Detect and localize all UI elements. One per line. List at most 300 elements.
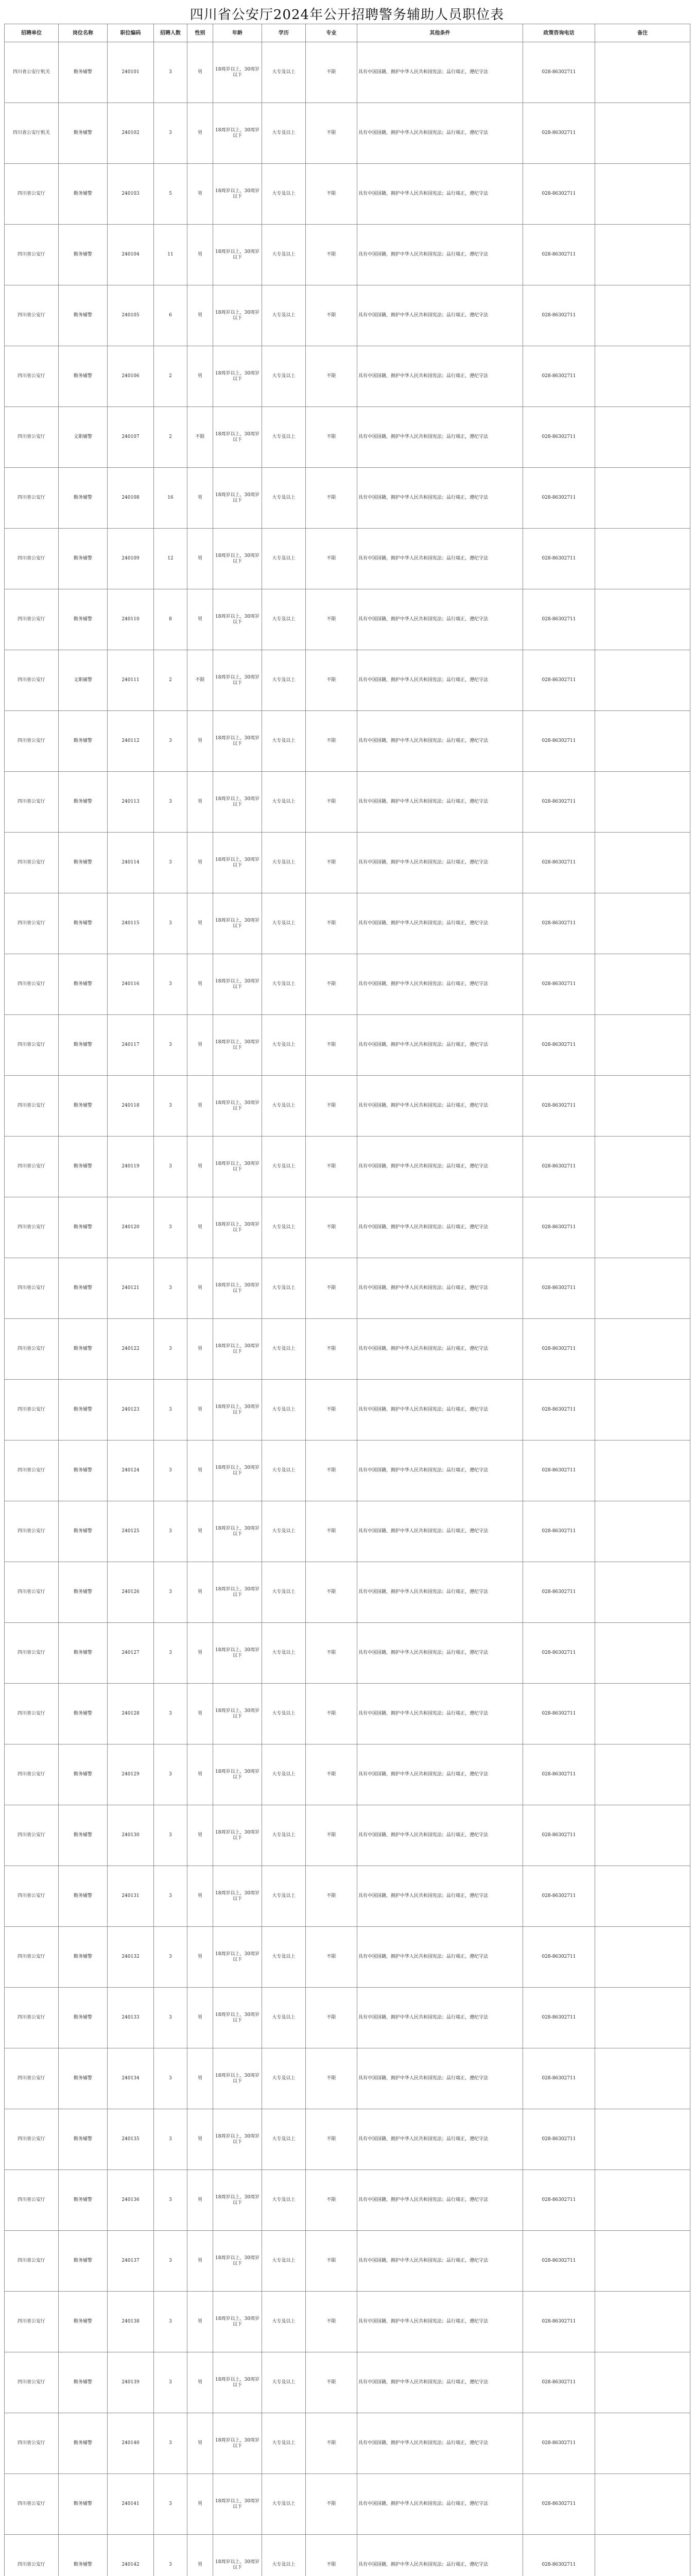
table-row	[5, 1076, 690, 1137]
cell-unit: 四川省公安厅	[5, 1744, 59, 1805]
cell-age: 18周岁以上，30周岁以下	[213, 1562, 262, 1623]
cell-unit: 四川省公安厅	[5, 711, 59, 772]
cell-code: 240139	[108, 2352, 154, 2413]
cell-note	[595, 1137, 690, 1197]
cell-num: 3	[154, 1258, 187, 1319]
cell-sex: 男	[187, 1137, 213, 1197]
cell-age: 18周岁以上，30周岁以下	[213, 1197, 262, 1258]
cell-note	[595, 1805, 690, 1866]
cell-sex: 男	[187, 103, 213, 164]
cell-major: 不限	[306, 164, 357, 225]
cell-code: 240118	[108, 1076, 154, 1137]
cell-num: 3	[154, 833, 187, 893]
cell-tel: 028-86302711	[523, 2170, 595, 2231]
table-row	[5, 1744, 690, 1805]
cell-note	[595, 164, 690, 225]
table-row	[5, 529, 690, 589]
table-row	[5, 2535, 690, 2576]
cell-tel: 028-86302711	[523, 1562, 595, 1623]
cell-req: 具有中国国籍，拥护中华人民共和国宪法；品行端正，遵纪守法	[357, 650, 523, 711]
cell-major: 不限	[306, 1744, 357, 1805]
cell-unit: 四川省公安厅	[5, 1076, 59, 1137]
cell-code: 240125	[108, 1501, 154, 1562]
table-row	[5, 164, 690, 225]
cell-edu: 大专及以上	[262, 225, 306, 285]
cell-edu: 大专及以上	[262, 2109, 306, 2170]
cell-req: 具有中国国籍，拥护中华人民共和国宪法；品行端正，遵纪守法	[357, 468, 523, 529]
cell-age: 18周岁以上，30周岁以下	[213, 1015, 262, 1076]
cell-major: 不限	[306, 285, 357, 346]
cell-req: 具有中国国籍，拥护中华人民共和国宪法；品行端正，遵纪守法	[357, 772, 523, 833]
table-row	[5, 1015, 690, 1076]
cell-major: 不限	[306, 2352, 357, 2413]
cell-tel: 028-86302711	[523, 1988, 595, 2048]
cell-age: 18周岁以上，30周岁以下	[213, 407, 262, 468]
cell-edu: 大专及以上	[262, 1258, 306, 1319]
table-row	[5, 1562, 690, 1623]
cell-unit: 四川省公安厅	[5, 407, 59, 468]
cell-req: 具有中国国籍，拥护中华人民共和国宪法；品行端正，遵纪守法	[357, 1137, 523, 1197]
cell-sex: 男	[187, 1076, 213, 1137]
cell-sex: 男	[187, 2413, 213, 2474]
cell-note	[595, 893, 690, 954]
cell-tel: 028-86302711	[523, 772, 595, 833]
cell-tel: 028-86302711	[523, 285, 595, 346]
cell-num: 6	[154, 285, 187, 346]
cell-edu: 大专及以上	[262, 529, 306, 589]
cell-tel: 028-86302711	[523, 2292, 595, 2352]
cell-major: 不限	[306, 1380, 357, 1440]
cell-post: 勤务辅警	[59, 1015, 108, 1076]
cell-edu: 大专及以上	[262, 42, 306, 103]
cell-major: 不限	[306, 1076, 357, 1137]
cell-major: 不限	[306, 2413, 357, 2474]
cell-note	[595, 833, 690, 893]
cell-sex: 男	[187, 1988, 213, 2048]
table-row	[5, 772, 690, 833]
cell-age: 18周岁以上，30周岁以下	[213, 285, 262, 346]
cell-sex: 男	[187, 711, 213, 772]
cell-code: 240106	[108, 346, 154, 407]
cell-note	[595, 1684, 690, 1744]
column-header: 学历	[262, 24, 306, 42]
cell-age: 18周岁以上，30周岁以下	[213, 1501, 262, 1562]
cell-note	[595, 346, 690, 407]
cell-major: 不限	[306, 1501, 357, 1562]
cell-note	[595, 1866, 690, 1927]
cell-code: 240128	[108, 1684, 154, 1744]
cell-age: 18周岁以上，30周岁以下	[213, 2352, 262, 2413]
cell-sex: 男	[187, 1258, 213, 1319]
cell-post: 勤务辅警	[59, 225, 108, 285]
column-header: 职位编码	[108, 24, 154, 42]
cell-sex: 男	[187, 1197, 213, 1258]
cell-unit: 四川省公安厅机关	[5, 42, 59, 103]
cell-tel: 028-86302711	[523, 954, 595, 1015]
cell-age: 18周岁以上，30周岁以下	[213, 529, 262, 589]
cell-age: 18周岁以上，30周岁以下	[213, 1258, 262, 1319]
cell-code: 240135	[108, 2109, 154, 2170]
cell-tel: 028-86302711	[523, 1684, 595, 1744]
cell-note	[595, 2352, 690, 2413]
cell-age: 18周岁以上，30周岁以下	[213, 2048, 262, 2109]
cell-edu: 大专及以上	[262, 164, 306, 225]
column-header: 性别	[187, 24, 213, 42]
cell-note	[595, 772, 690, 833]
cell-post: 勤务辅警	[59, 1380, 108, 1440]
cell-sex: 男	[187, 468, 213, 529]
cell-num: 3	[154, 1866, 187, 1927]
cell-post: 勤务辅警	[59, 164, 108, 225]
table-row	[5, 2352, 690, 2413]
cell-code: 240103	[108, 164, 154, 225]
table-row	[5, 225, 690, 285]
cell-major: 不限	[306, 1805, 357, 1866]
cell-note	[595, 2231, 690, 2292]
cell-post: 勤务辅警	[59, 589, 108, 650]
cell-num: 3	[154, 1137, 187, 1197]
table-row	[5, 589, 690, 650]
table-row	[5, 893, 690, 954]
cell-age: 18周岁以上，30周岁以下	[213, 1988, 262, 2048]
cell-post: 勤务辅警	[59, 2474, 108, 2535]
cell-age: 18周岁以上，30周岁以下	[213, 711, 262, 772]
cell-age: 18周岁以上，30周岁以下	[213, 1866, 262, 1927]
cell-unit: 四川省公安厅	[5, 833, 59, 893]
cell-code: 240111	[108, 650, 154, 711]
table-row	[5, 346, 690, 407]
table-row	[5, 1805, 690, 1866]
cell-edu: 大专及以上	[262, 103, 306, 164]
table-row	[5, 1623, 690, 1684]
cell-code: 240107	[108, 407, 154, 468]
cell-tel: 028-86302711	[523, 1015, 595, 1076]
cell-edu: 大专及以上	[262, 2535, 306, 2576]
cell-tel: 028-86302711	[523, 468, 595, 529]
cell-unit: 四川省公安厅	[5, 346, 59, 407]
cell-code: 240131	[108, 1866, 154, 1927]
cell-note	[595, 1076, 690, 1137]
cell-post: 勤务辅警	[59, 2048, 108, 2109]
cell-age: 18周岁以上，30周岁以下	[213, 1440, 262, 1501]
cell-req: 具有中国国籍，拥护中华人民共和国宪法；品行端正，遵纪守法	[357, 2474, 523, 2535]
cell-edu: 大专及以上	[262, 2231, 306, 2292]
cell-post: 勤务辅警	[59, 2535, 108, 2576]
cell-tel: 028-86302711	[523, 1927, 595, 1988]
cell-unit: 四川省公安厅	[5, 1501, 59, 1562]
cell-note	[595, 1927, 690, 1988]
cell-code: 240104	[108, 225, 154, 285]
cell-tel: 028-86302711	[523, 1076, 595, 1137]
table-row	[5, 1258, 690, 1319]
cell-unit: 四川省公安厅	[5, 1684, 59, 1744]
cell-sex: 男	[187, 2292, 213, 2352]
cell-sex: 男	[187, 1684, 213, 1744]
cell-sex: 男	[187, 1501, 213, 1562]
cell-code: 240105	[108, 285, 154, 346]
cell-unit: 四川省公安厅	[5, 2109, 59, 2170]
cell-edu: 大专及以上	[262, 468, 306, 529]
table-row	[5, 1319, 690, 1380]
cell-age: 18周岁以上，30周岁以下	[213, 772, 262, 833]
cell-num: 16	[154, 468, 187, 529]
cell-req: 具有中国国籍，拥护中华人民共和国宪法；品行端正，遵纪守法	[357, 2535, 523, 2576]
cell-post: 勤务辅警	[59, 529, 108, 589]
cell-req: 具有中国国籍，拥护中华人民共和国宪法；品行端正，遵纪守法	[357, 2292, 523, 2352]
cell-unit: 四川省公安厅	[5, 1562, 59, 1623]
cell-tel: 028-86302711	[523, 1319, 595, 1380]
positions-table	[4, 24, 690, 2576]
cell-sex: 男	[187, 772, 213, 833]
cell-unit: 四川省公安厅	[5, 225, 59, 285]
cell-edu: 大专及以上	[262, 2170, 306, 2231]
table-row	[5, 468, 690, 529]
cell-major: 不限	[306, 42, 357, 103]
cell-tel: 028-86302711	[523, 833, 595, 893]
cell-major: 不限	[306, 2535, 357, 2576]
cell-code: 240126	[108, 1562, 154, 1623]
cell-tel: 028-86302711	[523, 164, 595, 225]
cell-tel: 028-86302711	[523, 1137, 595, 1197]
cell-unit: 四川省公安厅	[5, 650, 59, 711]
cell-major: 不限	[306, 2292, 357, 2352]
cell-num: 3	[154, 2231, 187, 2292]
cell-num: 3	[154, 103, 187, 164]
table-row	[5, 1684, 690, 1744]
cell-req: 具有中国国籍，拥护中华人民共和国宪法；品行端正，遵纪守法	[357, 1927, 523, 1988]
cell-note	[595, 1440, 690, 1501]
cell-req: 具有中国国籍，拥护中华人民共和国宪法；品行端正，遵纪守法	[357, 346, 523, 407]
cell-post: 勤务辅警	[59, 1744, 108, 1805]
cell-note	[595, 1015, 690, 1076]
cell-req: 具有中国国籍，拥护中华人民共和国宪法；品行端正，遵纪守法	[357, 711, 523, 772]
cell-tel: 028-86302711	[523, 2413, 595, 2474]
table-row	[5, 1927, 690, 1988]
cell-note	[595, 2413, 690, 2474]
cell-sex: 男	[187, 2048, 213, 2109]
cell-sex: 男	[187, 1805, 213, 1866]
cell-sex: 男	[187, 2352, 213, 2413]
cell-major: 不限	[306, 2048, 357, 2109]
cell-code: 240102	[108, 103, 154, 164]
cell-age: 18周岁以上，30周岁以下	[213, 2474, 262, 2535]
table-body	[5, 42, 690, 2576]
cell-sex: 男	[187, 1319, 213, 1380]
cell-unit: 四川省公安厅	[5, 954, 59, 1015]
cell-age: 18周岁以上，30周岁以下	[213, 650, 262, 711]
cell-code: 240142	[108, 2535, 154, 2576]
cell-major: 不限	[306, 2474, 357, 2535]
cell-unit: 四川省公安厅	[5, 1258, 59, 1319]
cell-unit: 四川省公安厅	[5, 2352, 59, 2413]
cell-post: 勤务辅警	[59, 1501, 108, 1562]
cell-tel: 028-86302711	[523, 1197, 595, 1258]
table-row	[5, 1988, 690, 2048]
cell-num: 3	[154, 1562, 187, 1623]
cell-num: 3	[154, 1805, 187, 1866]
cell-age: 18周岁以上，30周岁以下	[213, 103, 262, 164]
cell-major: 不限	[306, 1440, 357, 1501]
cell-edu: 大专及以上	[262, 1501, 306, 1562]
cell-tel: 028-86302711	[523, 2474, 595, 2535]
column-header: 其他条件	[357, 24, 523, 42]
cell-sex: 男	[187, 1744, 213, 1805]
cell-num: 3	[154, 1440, 187, 1501]
cell-post: 勤务辅警	[59, 772, 108, 833]
cell-major: 不限	[306, 772, 357, 833]
cell-req: 具有中国国籍，拥护中华人民共和国宪法；品行端正，遵纪守法	[357, 2170, 523, 2231]
cell-code: 240132	[108, 1927, 154, 1988]
cell-major: 不限	[306, 1866, 357, 1927]
cell-note	[595, 407, 690, 468]
table-row	[5, 1137, 690, 1197]
cell-post: 勤务辅警	[59, 2170, 108, 2231]
cell-sex: 男	[187, 589, 213, 650]
cell-sex: 男	[187, 225, 213, 285]
column-header: 备注	[595, 24, 690, 42]
cell-tel: 028-86302711	[523, 1501, 595, 1562]
cell-code: 240123	[108, 1380, 154, 1440]
cell-note	[595, 103, 690, 164]
cell-unit: 四川省公安厅	[5, 1805, 59, 1866]
table-row	[5, 2413, 690, 2474]
cell-note	[595, 1623, 690, 1684]
cell-sex: 男	[187, 1623, 213, 1684]
cell-post: 勤务辅警	[59, 42, 108, 103]
cell-post: 勤务辅警	[59, 1988, 108, 2048]
cell-edu: 大专及以上	[262, 1623, 306, 1684]
cell-unit: 四川省公安厅	[5, 2048, 59, 2109]
cell-sex: 不限	[187, 650, 213, 711]
cell-post: 文职辅警	[59, 650, 108, 711]
cell-note	[595, 468, 690, 529]
cell-edu: 大专及以上	[262, 833, 306, 893]
cell-age: 18周岁以上，30周岁以下	[213, 468, 262, 529]
cell-age: 18周岁以上，30周岁以下	[213, 833, 262, 893]
cell-unit: 四川省公安厅	[5, 2413, 59, 2474]
cell-major: 不限	[306, 407, 357, 468]
cell-req: 具有中国国籍，拥护中华人民共和国宪法；品行端正，遵纪守法	[357, 529, 523, 589]
cell-unit: 四川省公安厅	[5, 1440, 59, 1501]
cell-age: 18周岁以上，30周岁以下	[213, 1744, 262, 1805]
cell-req: 具有中国国籍，拥护中华人民共和国宪法；品行端正，遵纪守法	[357, 2413, 523, 2474]
cell-sex: 男	[187, 529, 213, 589]
cell-code: 240109	[108, 529, 154, 589]
table-row	[5, 407, 690, 468]
cell-post: 勤务辅警	[59, 103, 108, 164]
cell-unit: 四川省公安厅	[5, 1927, 59, 1988]
cell-num: 3	[154, 2413, 187, 2474]
cell-unit: 四川省公安厅	[5, 2292, 59, 2352]
cell-note	[595, 529, 690, 589]
cell-num: 3	[154, 1015, 187, 1076]
cell-note	[595, 42, 690, 103]
cell-major: 不限	[306, 346, 357, 407]
cell-edu: 大专及以上	[262, 1866, 306, 1927]
cell-sex: 男	[187, 1015, 213, 1076]
cell-major: 不限	[306, 1319, 357, 1380]
cell-unit: 四川省公安厅	[5, 1015, 59, 1076]
cell-unit: 四川省公安厅	[5, 164, 59, 225]
cell-tel: 028-86302711	[523, 225, 595, 285]
cell-post: 勤务辅警	[59, 285, 108, 346]
cell-post: 勤务辅警	[59, 1440, 108, 1501]
cell-note	[595, 954, 690, 1015]
cell-num: 5	[154, 164, 187, 225]
cell-req: 具有中国国籍，拥护中华人民共和国宪法；品行端正，遵纪守法	[357, 2231, 523, 2292]
cell-major: 不限	[306, 468, 357, 529]
cell-code: 240114	[108, 833, 154, 893]
cell-age: 18周岁以上，30周岁以下	[213, 1623, 262, 1684]
cell-sex: 男	[187, 346, 213, 407]
cell-major: 不限	[306, 2231, 357, 2292]
cell-major: 不限	[306, 103, 357, 164]
cell-edu: 大专及以上	[262, 1988, 306, 2048]
cell-edu: 大专及以上	[262, 1684, 306, 1744]
cell-req: 具有中国国籍，拥护中华人民共和国宪法；品行端正，遵纪守法	[357, 103, 523, 164]
cell-edu: 大专及以上	[262, 954, 306, 1015]
cell-code: 240108	[108, 468, 154, 529]
cell-post: 勤务辅警	[59, 1927, 108, 1988]
cell-sex: 男	[187, 285, 213, 346]
cell-edu: 大专及以上	[262, 2048, 306, 2109]
cell-sex: 男	[187, 1440, 213, 1501]
cell-code: 240134	[108, 2048, 154, 2109]
cell-req: 具有中国国籍，拥护中华人民共和国宪法；品行端正，遵纪守法	[357, 954, 523, 1015]
cell-post: 勤务辅警	[59, 2109, 108, 2170]
cell-num: 2	[154, 346, 187, 407]
cell-unit: 四川省公安厅	[5, 1137, 59, 1197]
cell-age: 18周岁以上，30周岁以下	[213, 225, 262, 285]
cell-age: 18周岁以上，30周岁以下	[213, 1805, 262, 1866]
cell-req: 具有中国国籍，拥护中华人民共和国宪法；品行端正，遵纪守法	[357, 1805, 523, 1866]
cell-num: 2	[154, 650, 187, 711]
cell-note	[595, 1988, 690, 2048]
cell-edu: 大专及以上	[262, 589, 306, 650]
cell-age: 18周岁以上，30周岁以下	[213, 2535, 262, 2576]
cell-unit: 四川省公安厅	[5, 2535, 59, 2576]
cell-num: 3	[154, 2352, 187, 2413]
cell-code: 240120	[108, 1197, 154, 1258]
cell-num: 3	[154, 2048, 187, 2109]
cell-edu: 大专及以上	[262, 1137, 306, 1197]
cell-tel: 028-86302711	[523, 42, 595, 103]
table-row	[5, 2474, 690, 2535]
cell-unit: 四川省公安厅	[5, 1197, 59, 1258]
cell-major: 不限	[306, 529, 357, 589]
cell-req: 具有中国国籍，拥护中华人民共和国宪法；品行端正，遵纪守法	[357, 2109, 523, 2170]
cell-code: 240130	[108, 1805, 154, 1866]
cell-post: 勤务辅警	[59, 1562, 108, 1623]
cell-num: 3	[154, 893, 187, 954]
cell-code: 240124	[108, 1440, 154, 1501]
cell-tel: 028-86302711	[523, 1805, 595, 1866]
cell-num: 3	[154, 1197, 187, 1258]
cell-post: 勤务辅警	[59, 833, 108, 893]
column-header: 岗位名称	[59, 24, 108, 42]
cell-edu: 大专及以上	[262, 346, 306, 407]
cell-edu: 大专及以上	[262, 711, 306, 772]
cell-major: 不限	[306, 589, 357, 650]
cell-age: 18周岁以上，30周岁以下	[213, 42, 262, 103]
cell-note	[595, 1319, 690, 1380]
cell-note	[595, 2535, 690, 2576]
cell-edu: 大专及以上	[262, 772, 306, 833]
cell-note	[595, 1562, 690, 1623]
cell-req: 具有中国国籍，拥护中华人民共和国宪法；品行端正，遵纪守法	[357, 225, 523, 285]
cell-major: 不限	[306, 711, 357, 772]
cell-num: 3	[154, 1744, 187, 1805]
